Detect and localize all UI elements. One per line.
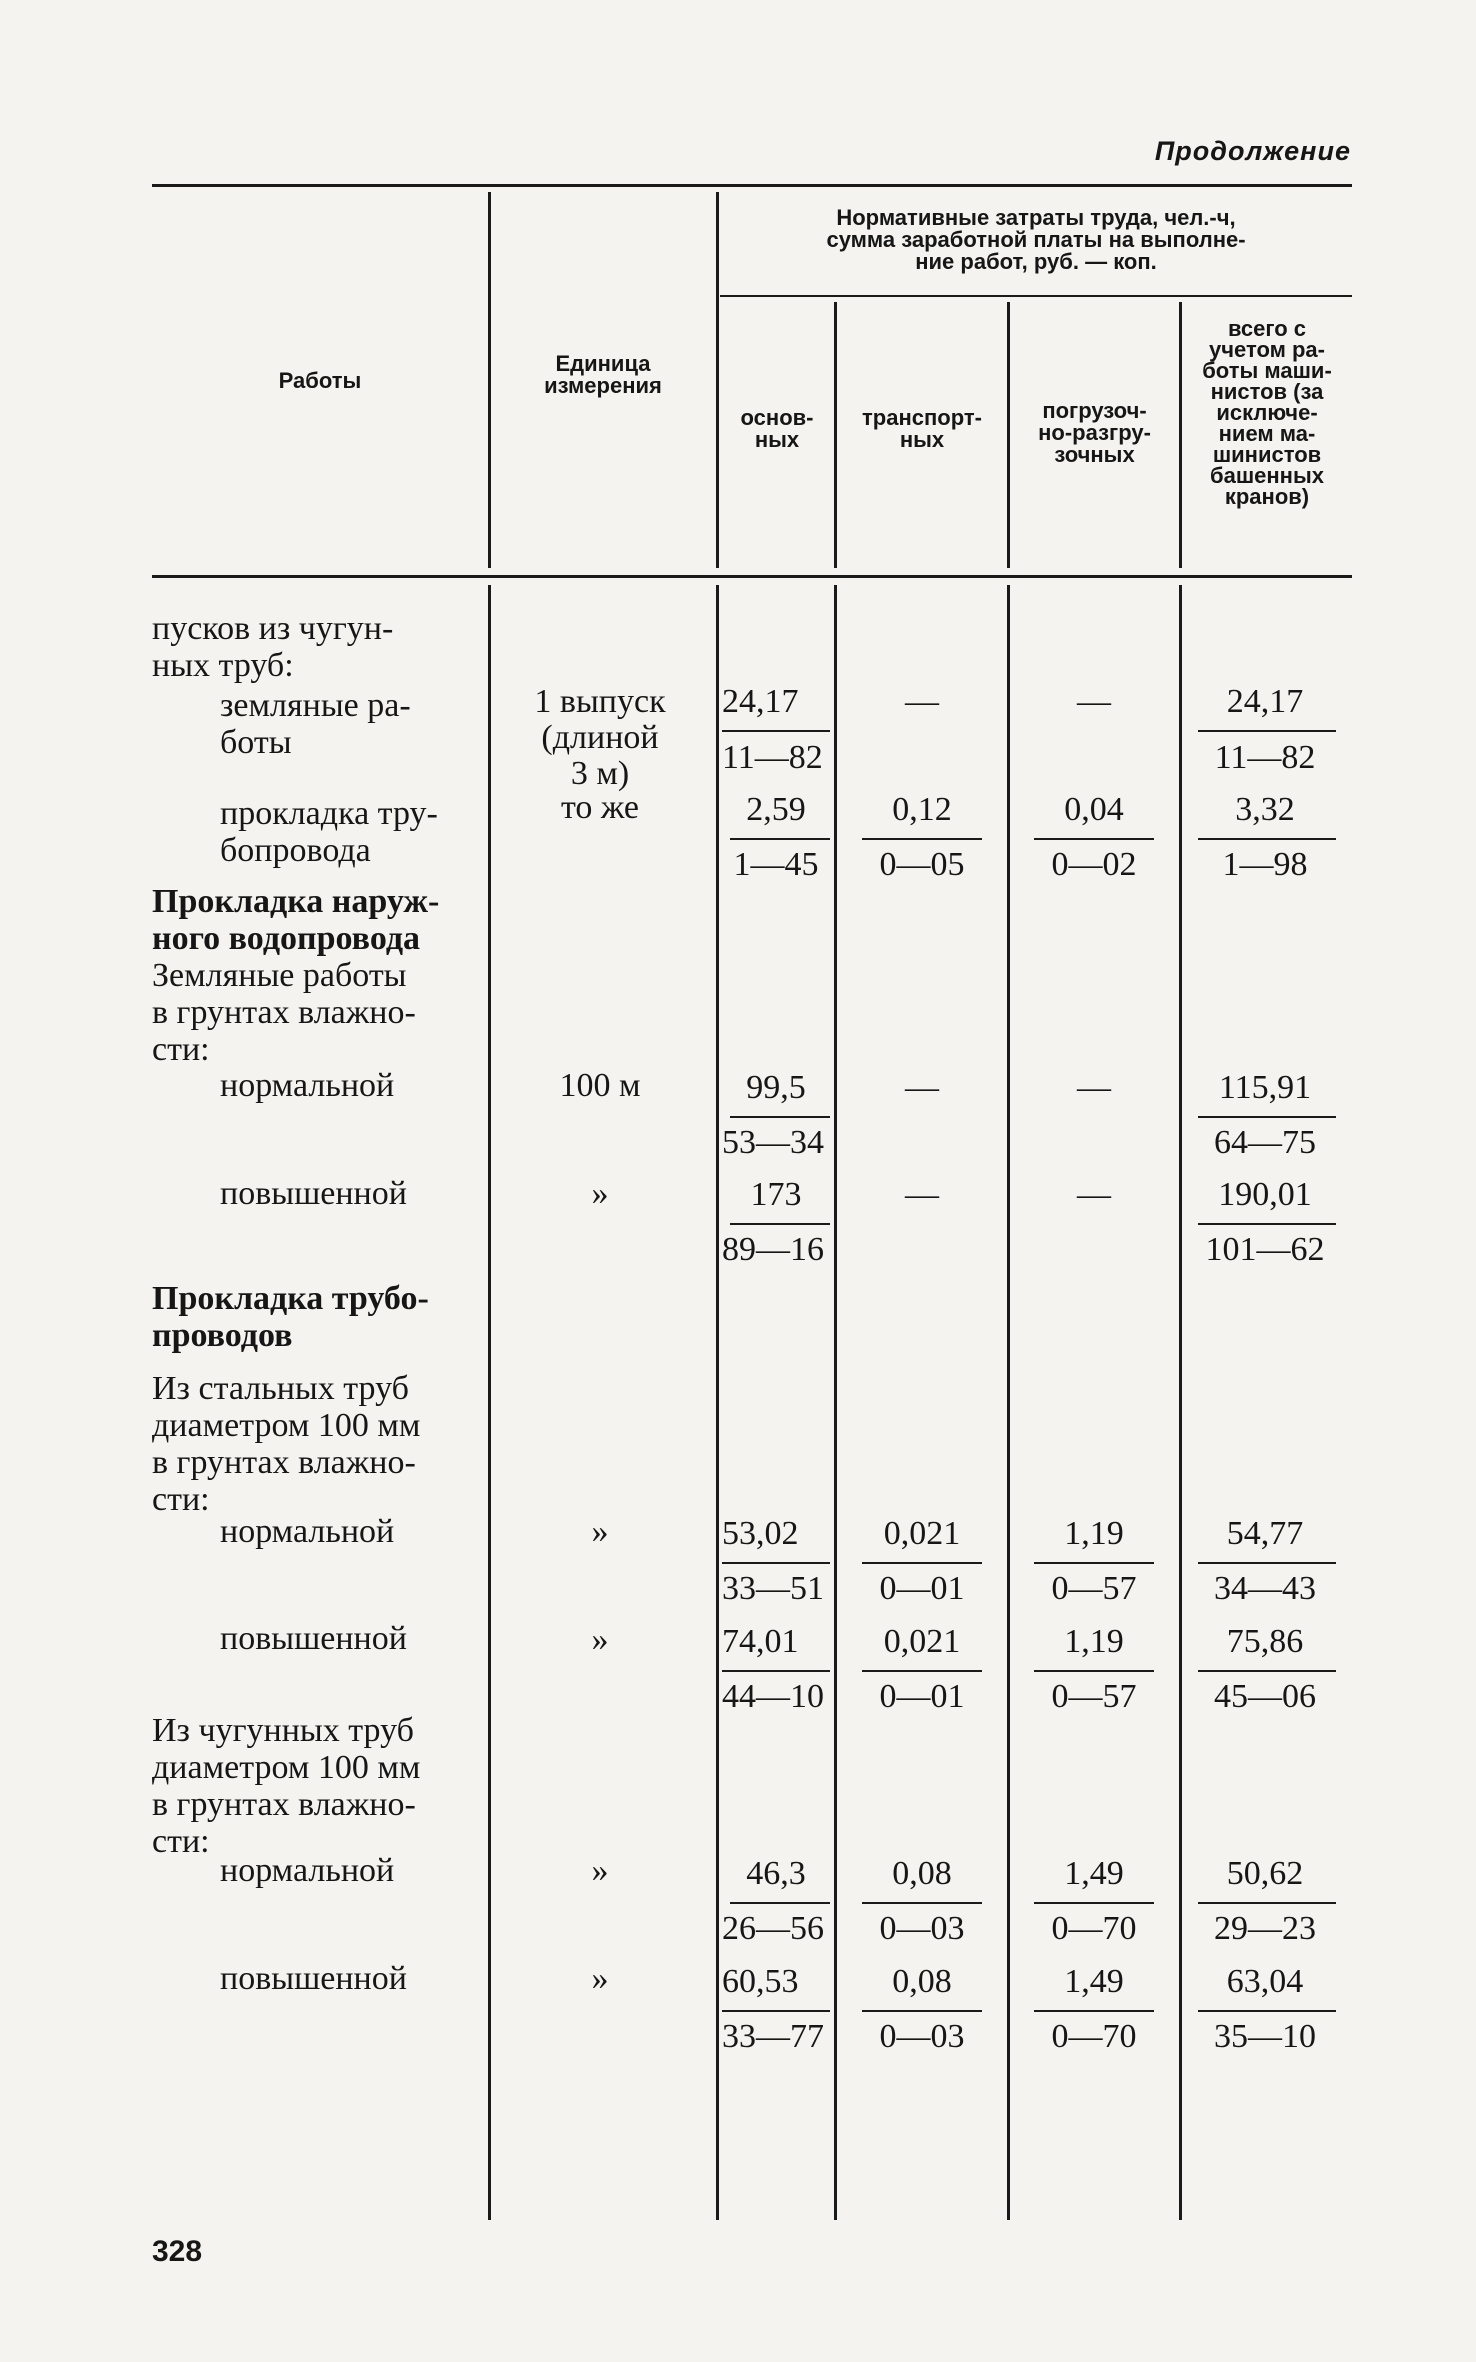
row2-transport-wages: 0—05 xyxy=(879,846,965,883)
continuation-label: Продолжение xyxy=(1154,136,1351,166)
row7-transport-wages: 0—03 xyxy=(879,1910,965,1947)
label-steel-pipes: Из стальных труб диаметром 100 мм в грунтах влажно- сти: xyxy=(152,1370,421,1518)
row6-total-wages: 45—06 xyxy=(1214,1678,1316,1715)
row1-transport-dash: — xyxy=(905,683,939,720)
row7-loading-wages: 0—70 xyxy=(1051,1910,1137,1947)
row8-total-fraction-bar xyxy=(1198,2010,1336,2012)
row5-basic-fraction-bar xyxy=(722,1562,830,1564)
row3-basic-hours: 99,5 xyxy=(746,1069,806,1106)
row2-total-fraction-bar xyxy=(1198,838,1336,840)
row8-total-wages: 35—10 xyxy=(1214,2018,1316,2055)
label-normal-3: нормальной xyxy=(220,1852,395,1889)
unit-ditto-5: » xyxy=(591,1960,609,1997)
row5-loading-hours: 1,19 xyxy=(1064,1515,1124,1552)
row5-loading-wages: 0—57 xyxy=(1051,1570,1137,1607)
row6-transport-hours: 0,021 xyxy=(883,1623,961,1660)
row6-transport-fraction-bar xyxy=(862,1670,982,1672)
row8-loading-fraction-bar xyxy=(1034,2010,1154,2012)
label-elevated-1: повышенной xyxy=(220,1175,407,1212)
row6-loading-fraction-bar xyxy=(1034,1670,1154,1672)
row5-basic-wages: 33—51 xyxy=(722,1570,824,1607)
unit-ditto-4: » xyxy=(591,1852,609,1889)
row1-total-fraction-bar xyxy=(1198,730,1336,732)
row1-basic-wages: 11—82 xyxy=(722,739,823,776)
header-bottom-rule xyxy=(152,575,1352,578)
row3-transport-dash: — xyxy=(905,1069,939,1106)
unit-ditto-3: » xyxy=(591,1621,609,1658)
unit-ditto-1: » xyxy=(591,1175,609,1212)
row3-basic-fraction-bar xyxy=(730,1116,830,1118)
row1-total-hours: 24,17 xyxy=(1226,683,1304,720)
row7-basic-hours: 46,3 xyxy=(746,1855,806,1892)
row7-total-fraction-bar xyxy=(1198,1902,1336,1904)
label-earthworks-moisture: Земляные работы в грунтах влажно- сти: xyxy=(152,957,416,1068)
row1-basic-fraction-bar xyxy=(722,730,830,732)
row3-basic-wages: 53—34 xyxy=(722,1124,824,1161)
row5-transport-fraction-bar xyxy=(862,1562,982,1564)
header-transport: транспорт- ных xyxy=(862,405,982,452)
row1-total-wages: 11—82 xyxy=(1214,739,1316,776)
row8-basic-wages: 33—77 xyxy=(722,2018,824,2055)
row7-loading-hours: 1,49 xyxy=(1064,1855,1124,1892)
row8-total-hours: 63,04 xyxy=(1226,1963,1304,2000)
body-divider-total xyxy=(1179,585,1182,2220)
group-header-rule xyxy=(720,295,1352,297)
row5-total-wages: 34—43 xyxy=(1214,1570,1316,1607)
row6-loading-wages: 0—57 xyxy=(1051,1678,1137,1715)
row2-basic-fraction-bar xyxy=(730,838,830,840)
header-works: Работы xyxy=(278,368,362,393)
row2-transport-hours: 0,12 xyxy=(892,791,952,828)
row4-basic-wages: 89—16 xyxy=(722,1231,824,1268)
row4-loading-dash: — xyxy=(1077,1176,1111,1213)
header-basic: основ- ных xyxy=(740,405,814,452)
header-loading: погрузоч- но-разгру- зочных xyxy=(1038,398,1151,467)
row7-total-wages: 29—23 xyxy=(1214,1910,1316,1947)
row2-basic-hours: 2,59 xyxy=(746,791,806,828)
header-divider-basic xyxy=(716,192,719,568)
unit-100m: 100 м xyxy=(559,1067,641,1104)
header-total: всего с учетом ра- боты маши- нистов (за исключе- нием ма- шинистов башенных кранов) xyxy=(1202,316,1332,509)
row4-basic-hours: 173 xyxy=(750,1176,802,1213)
row3-total-fraction-bar xyxy=(1198,1116,1336,1118)
row4-basic-fraction-bar xyxy=(730,1223,830,1225)
row8-transport-wages: 0—03 xyxy=(879,2018,965,2055)
row2-transport-fraction-bar xyxy=(862,838,982,840)
row6-basic-wages: 44—10 xyxy=(722,1678,824,1715)
row2-total-hours: 3,32 xyxy=(1235,791,1295,828)
row5-transport-wages: 0—01 xyxy=(879,1570,965,1607)
row8-loading-wages: 0—70 xyxy=(1051,2018,1137,2055)
row6-total-hours: 75,86 xyxy=(1226,1623,1304,1660)
row5-transport-hours: 0,021 xyxy=(883,1515,961,1552)
row2-loading-fraction-bar xyxy=(1034,838,1154,840)
row6-basic-hours: 74,01 xyxy=(722,1623,799,1660)
unit-same: то же xyxy=(560,789,640,826)
row7-total-hours: 50,62 xyxy=(1226,1855,1304,1892)
row8-transport-fraction-bar xyxy=(862,2010,982,2012)
row6-transport-wages: 0—01 xyxy=(879,1678,965,1715)
row8-basic-fraction-bar xyxy=(722,2010,830,2012)
row5-loading-fraction-bar xyxy=(1034,1562,1154,1564)
section-pipeline-laying: Прокладка трубо- проводов xyxy=(152,1280,429,1354)
label-cast-iron-outlets: пусков из чугун- ных труб: xyxy=(152,610,394,684)
row6-basic-fraction-bar xyxy=(722,1670,830,1672)
row3-total-hours: 115,91 xyxy=(1218,1069,1312,1106)
row7-basic-wages: 26—56 xyxy=(722,1910,824,1947)
label-elevated-3: повышенной xyxy=(220,1960,407,1997)
row4-total-hours: 190,01 xyxy=(1218,1176,1312,1213)
row7-loading-fraction-bar xyxy=(1034,1902,1154,1904)
body-divider-loading xyxy=(1007,585,1010,2220)
unit-outlet: 1 выпуск (длиной 3 м) xyxy=(534,683,666,792)
section-outdoor-water-supply: Прокладка наруж- ного водопровода xyxy=(152,883,440,957)
body-divider-basic xyxy=(716,585,719,2220)
row8-basic-hours: 60,53 xyxy=(722,1963,799,2000)
row1-basic-hours: 24,17 xyxy=(722,683,799,720)
label-pipeline-laying: прокладка тру- бопровода xyxy=(220,795,438,869)
body-divider-transport xyxy=(834,585,837,2220)
row2-total-wages: 1—98 xyxy=(1222,846,1308,883)
header-group-title: Нормативные затраты труда, чел.-ч, сумма заработной платы на выполне- ние работ, руб. — коп. xyxy=(826,205,1246,274)
row7-transport-hours: 0,08 xyxy=(892,1855,952,1892)
row6-loading-hours: 1,19 xyxy=(1064,1623,1124,1660)
row8-transport-hours: 0,08 xyxy=(892,1963,952,2000)
header-unit: Единица измерения xyxy=(544,351,662,398)
row3-loading-dash: — xyxy=(1077,1069,1111,1106)
unit-ditto-2: » xyxy=(591,1513,609,1550)
row8-loading-hours: 1,49 xyxy=(1064,1963,1124,2000)
row2-loading-wages: 0—02 xyxy=(1051,846,1137,883)
label-elevated-2: повышенной xyxy=(220,1620,407,1657)
row7-basic-fraction-bar xyxy=(730,1902,830,1904)
row5-basic-hours: 53,02 xyxy=(722,1515,799,1552)
row4-total-wages: 101—62 xyxy=(1205,1231,1325,1268)
row7-transport-fraction-bar xyxy=(862,1902,982,1904)
row4-total-fraction-bar xyxy=(1198,1223,1336,1225)
row5-total-hours: 54,77 xyxy=(1226,1515,1304,1552)
body-divider-unit xyxy=(488,585,491,2220)
row3-total-wages: 64—75 xyxy=(1214,1124,1316,1161)
row4-transport-dash: — xyxy=(905,1176,939,1213)
table-top-rule xyxy=(152,184,1352,187)
row2-loading-hours: 0,04 xyxy=(1064,791,1124,828)
label-earthworks: земляные ра- боты xyxy=(220,687,411,761)
label-normal-2: нормальной xyxy=(220,1513,395,1550)
row2-basic-wages: 1—45 xyxy=(733,846,819,883)
label-cast-iron-pipes: Из чугунных труб диаметром 100 мм в грунтах влажно- сти: xyxy=(152,1712,421,1860)
row6-total-fraction-bar xyxy=(1198,1670,1336,1672)
page-number: 328 xyxy=(152,2235,203,2268)
row5-total-fraction-bar xyxy=(1198,1562,1336,1564)
row1-loading-dash: — xyxy=(1077,683,1111,720)
label-normal-1: нормальной xyxy=(220,1067,395,1104)
